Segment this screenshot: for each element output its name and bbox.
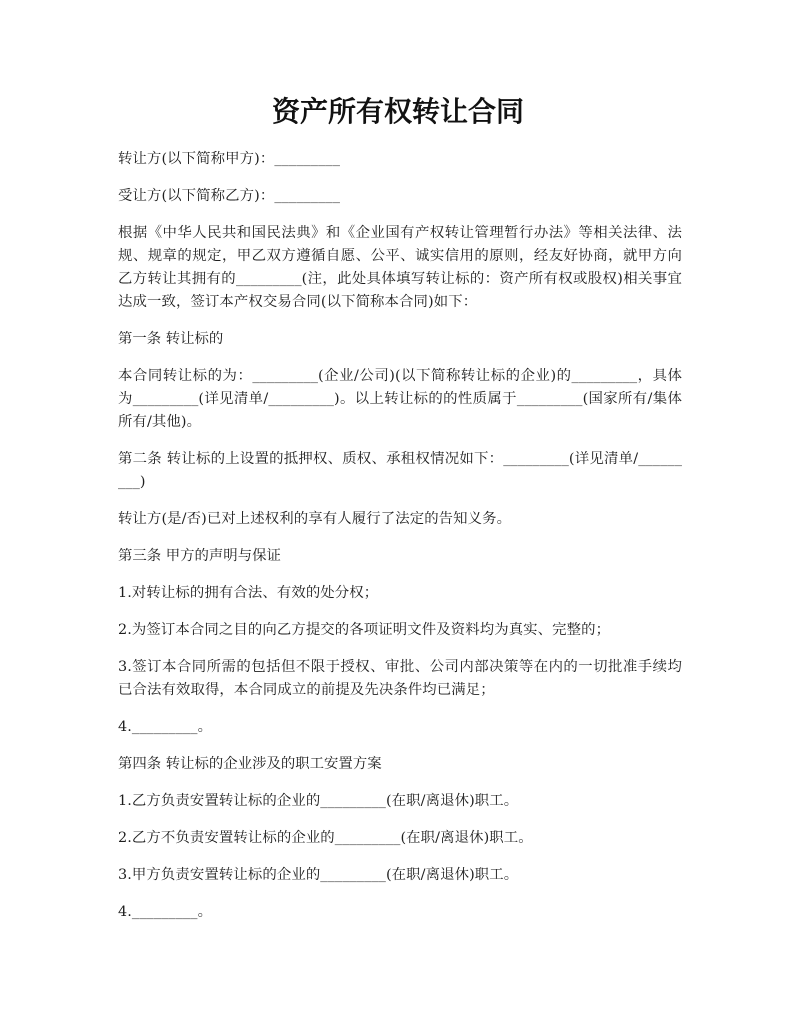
document-title: 资产所有权转让合同 bbox=[271, 95, 524, 128]
article-4-item-4: 4._________。 bbox=[118, 904, 213, 920]
article-3-item-3: 3.签订本合同所需的包括但不限于授权、审批、公司内部决策等在内的一切批准手续均已合法有效取得，本合同成立的前提及先决条件均已满足； bbox=[118, 659, 682, 698]
article-3-item-2: 2.为签订本合同之目的向乙方提交的各项证明文件及资料均为真实、完整的； bbox=[118, 622, 611, 638]
transferee-line: 受让方(以下简称乙方)：_________ bbox=[118, 188, 340, 204]
article-1-heading: 第一条 转让标的 bbox=[118, 331, 224, 347]
notice-duty-text: 转让方(是/否)已对上述权利的享有人履行了法定的告知义务。 bbox=[118, 511, 512, 527]
transferor-line: 转让方(以下简称甲方)：_________ bbox=[118, 151, 340, 167]
article-1-text: 本合同转让标的为：_________(企业/公司)(以下简称转让标的企业)的_________，具体为_________(详见清单/_________)。以上转让标的的性质属于_________(国家所有/集体所有/其他)。 bbox=[118, 368, 682, 430]
article-3-heading: 第三条 甲方的声明与保证 bbox=[118, 548, 281, 564]
article-4-item-1: 1.乙方负责安置转让标的企业的_________(在职/离退休)职工。 bbox=[118, 793, 519, 809]
article-4-heading: 第四条 转让标的企业涉及的职工安置方案 bbox=[118, 756, 382, 772]
article-3-item-4: 4._________。 bbox=[118, 719, 213, 735]
document-body bbox=[118, 148, 682, 938]
article-4-item-2: 2.乙方不负责安置转让标的企业的_________(在职/离退休)职工。 bbox=[118, 830, 533, 846]
article-3-item-1: 1.对转让标的拥有合法、有效的处分权； bbox=[118, 585, 379, 601]
preamble-paragraph: 根据《中华人民共和国民法典》和《企业国有产权转让管理暂行办法》等相关法律、法规、规章的规定，甲乙双方遵循自愿、公平、诚实信用的原则，经友好协商，就甲方向乙方转让其拥有的_________(注，此处具体填写转让标的：资产所有权或股权)相关事宜达成一致，签订本产权交易合同(以下简称本合同)如下： bbox=[118, 225, 682, 310]
article-4-item-3: 3.甲方负责安置转让标的企业的_________(在职/离退休)职工。 bbox=[118, 867, 519, 883]
article-2-text: 第二条 转让标的上设置的抵押权、质权、承租权情况如下：_________(详见清单/_________) bbox=[118, 451, 682, 490]
